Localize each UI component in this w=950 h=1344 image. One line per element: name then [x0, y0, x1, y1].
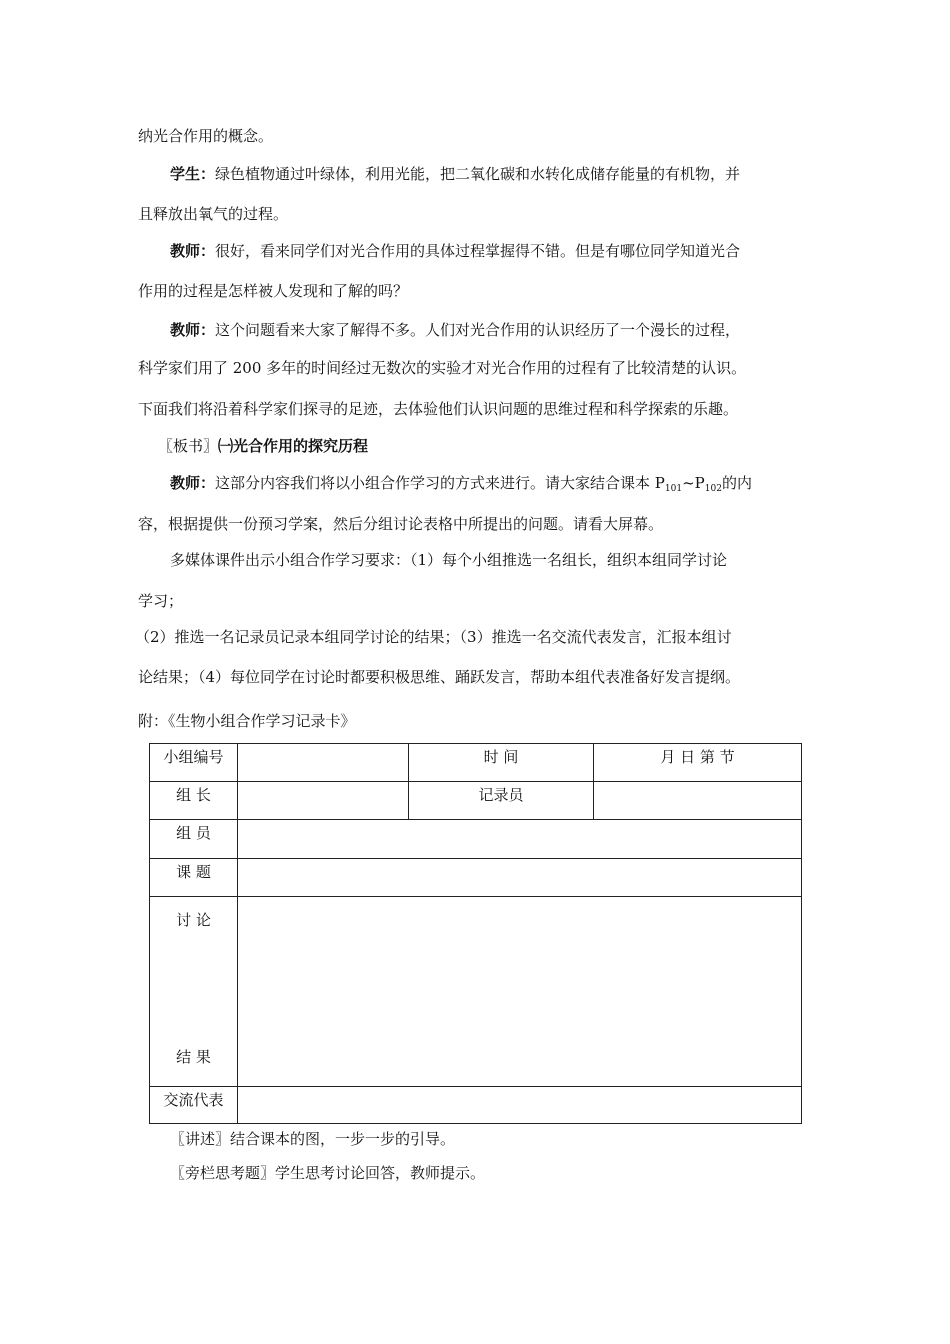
paragraph-5-cont: 容，根据提供一份预习学案，然后分组讨论表格中所提出的问题。请看大屏幕。	[138, 515, 664, 533]
discussion-result-label: 讨 论 结 果	[150, 897, 238, 1087]
paragraph-5: 教师：这部分内容我们将以小组合作学习的方式来进行。请大家结合课本 $P_{101}\sim P_{102}$的内	[170, 474, 752, 494]
speaker-label: 教师：	[170, 321, 216, 339]
paragraph-4-cont2: 下面我们将沿着科学家们探寻的足迹，去体验他们认识问题的思维过程和科学探索的乐趣。	[138, 400, 739, 418]
group-number-label: 小组编号	[150, 744, 238, 782]
table-row	[150, 897, 802, 1087]
speaker-label: 教师：	[170, 242, 216, 260]
paragraph-8: 〖讲述〗结合课本的图，一步一步的引导。	[170, 1130, 456, 1148]
representative-cell[interactable]	[238, 1087, 802, 1124]
paragraph-9: 〖旁栏思考题〗学生思考讨论回答，教师提示。	[170, 1164, 486, 1182]
paragraph-7-cont: 论结果；（4）每位同学在讨论时都要积极思维、踊跃发言，帮助本组代表准备好发言提纲。	[138, 668, 741, 686]
paragraph-2-cont: 且释放出氧气的过程。	[138, 205, 289, 223]
date-cell: 月 日 第 节	[594, 744, 802, 782]
paragraph-7: （2）推选一名记录员记录本组同学讨论的结果；（3）推选一名交流代表发言，汇报本组讨	[135, 628, 732, 646]
paragraph-6-cont: 学习；	[138, 592, 184, 610]
study-record-card	[149, 743, 802, 1124]
paragraph-4: 教师：这个问题看来大家了解得不多。人们对光合作用的认识经历了一个漫长的过程，	[170, 321, 741, 339]
members-cell[interactable]	[238, 820, 802, 859]
leader-label: 组 长	[150, 782, 238, 820]
paragraph-3-cont: 作用的过程是怎样被人发现和了解的吗？	[138, 282, 409, 300]
topic-cell[interactable]	[238, 859, 802, 897]
speaker-label: 学生：	[170, 165, 216, 183]
table-row	[150, 782, 802, 820]
topic-label: 课 题	[150, 859, 238, 897]
table-row	[150, 859, 802, 897]
leader-cell[interactable]	[238, 782, 409, 820]
paragraph-4-cont: 科学家们用了 200 多年的时间经过无数次的实验才对光合作用的过程有了比较清楚的认识。	[138, 359, 747, 377]
paragraph-3: 教师：很好，看来同学们对光合作用的具体过程掌握得不错。但是有哪位同学知道光合	[170, 242, 741, 260]
appendix-title: 附：《生物小组合作学习记录卡》	[138, 712, 356, 730]
time-label: 时 间	[409, 744, 594, 782]
paragraph-2: 学生：绿色植物通过叶绿体，利用光能，把二氧化碳和水转化成储存能量的有机物，并	[170, 165, 741, 183]
paragraph-1: 纳光合作用的概念。	[138, 127, 274, 145]
table-row	[150, 820, 802, 859]
discussion-result-cell[interactable]	[238, 897, 802, 1087]
recorder-cell[interactable]	[594, 782, 802, 820]
board-heading: 〖板书〗㈠光合作用的探究历程	[158, 437, 369, 455]
recorder-label: 记录员	[409, 782, 594, 820]
speaker-label: 教师：	[170, 474, 216, 492]
members-label: 组 员	[150, 820, 238, 859]
table-row	[150, 744, 802, 782]
paragraph-6: 多媒体课件出示小组合作学习要求：（1）每个小组推选一名组长，组织本组同学讨论	[170, 551, 728, 569]
table-row	[150, 1087, 802, 1124]
representative-label: 交流代表	[150, 1087, 238, 1124]
group-number-cell[interactable]	[238, 744, 409, 782]
